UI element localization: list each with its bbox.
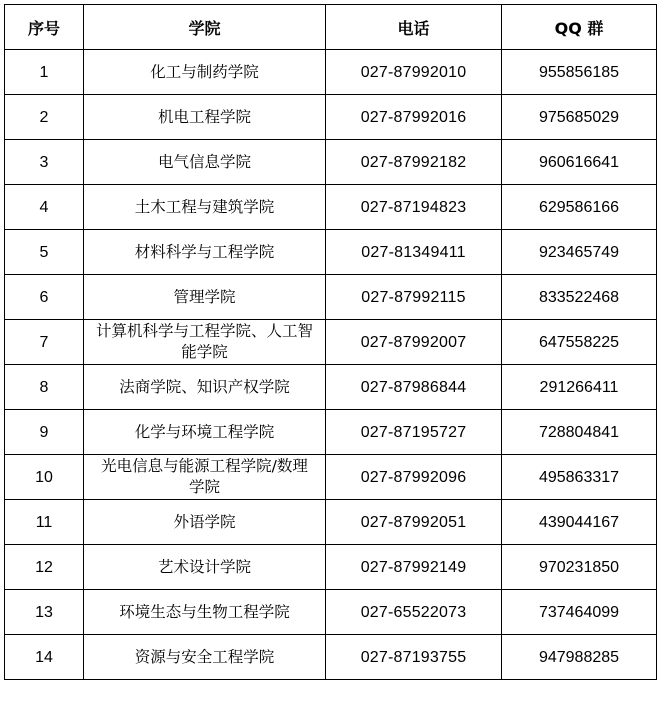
- table-row: [5, 635, 657, 680]
- row-index: 8: [5, 365, 84, 410]
- row-index: 10: [5, 455, 84, 500]
- row-college: 土木工程与建筑学院: [84, 185, 326, 230]
- row-index: 3: [5, 140, 84, 185]
- table-row: [5, 410, 657, 455]
- row-phone: 027-87992182: [326, 140, 502, 185]
- row-college: 法商学院、知识产权学院: [84, 365, 326, 410]
- row-college: 材料科学与工程学院: [84, 230, 326, 275]
- row-index: 5: [5, 230, 84, 275]
- table-header-row: [5, 5, 657, 50]
- row-index: 9: [5, 410, 84, 455]
- row-index: 1: [5, 50, 84, 95]
- row-phone: 027-87992007: [326, 320, 502, 365]
- table-row: [5, 545, 657, 590]
- row-index: 12: [5, 545, 84, 590]
- row-college: 机电工程学院: [84, 95, 326, 140]
- table-row: [5, 140, 657, 185]
- row-index: 7: [5, 320, 84, 365]
- header-college: 学院: [84, 5, 326, 50]
- row-phone: 027-81349411: [326, 230, 502, 275]
- row-qq-group: 728804841: [502, 410, 657, 455]
- table-row: [5, 455, 657, 500]
- row-qq-group: 923465749: [502, 230, 657, 275]
- row-qq-group: 439044167: [502, 500, 657, 545]
- header-qq: QQ 群: [502, 5, 657, 50]
- row-phone: 027-87194823: [326, 185, 502, 230]
- row-qq-group: 737464099: [502, 590, 657, 635]
- table-row: [5, 590, 657, 635]
- row-qq-group: 495863317: [502, 455, 657, 500]
- row-qq-group: 955856185: [502, 50, 657, 95]
- row-phone: 027-65522073: [326, 590, 502, 635]
- table-row: [5, 365, 657, 410]
- row-qq-group: 833522468: [502, 275, 657, 320]
- header-index: 序号: [5, 5, 84, 50]
- table-row: [5, 275, 657, 320]
- table-row: [5, 500, 657, 545]
- table-row: [5, 95, 657, 140]
- row-phone: 027-87195727: [326, 410, 502, 455]
- row-index: 4: [5, 185, 84, 230]
- row-phone: 027-87986844: [326, 365, 502, 410]
- row-index: 6: [5, 275, 84, 320]
- row-college: 光电信息与能源工程学院/数理学院: [84, 455, 326, 500]
- row-index: 14: [5, 635, 84, 680]
- table-row: [5, 320, 657, 365]
- row-qq-group: 970231850: [502, 545, 657, 590]
- row-qq-group: 291266411: [502, 365, 657, 410]
- row-phone: 027-87992096: [326, 455, 502, 500]
- row-index: 13: [5, 590, 84, 635]
- contact-table-container: [4, 4, 657, 680]
- row-college: 外语学院: [84, 500, 326, 545]
- row-index: 2: [5, 95, 84, 140]
- row-phone: 027-87992010: [326, 50, 502, 95]
- row-college: 化工与制药学院: [84, 50, 326, 95]
- row-phone: 027-87992149: [326, 545, 502, 590]
- table-row: [5, 230, 657, 275]
- row-college: 资源与安全工程学院: [84, 635, 326, 680]
- row-qq-group: 947988285: [502, 635, 657, 680]
- row-college: 环境生态与生物工程学院: [84, 590, 326, 635]
- row-phone: 027-87992051: [326, 500, 502, 545]
- college-contact-table: [4, 4, 657, 680]
- row-college: 艺术设计学院: [84, 545, 326, 590]
- header-phone: 电话: [326, 5, 502, 50]
- table-row: [5, 50, 657, 95]
- row-college: 化学与环境工程学院: [84, 410, 326, 455]
- table-row: [5, 185, 657, 230]
- row-college: 计算机科学与工程学院、人工智能学院: [84, 320, 326, 365]
- row-phone: 027-87992016: [326, 95, 502, 140]
- row-phone: 027-87193755: [326, 635, 502, 680]
- row-college: 管理学院: [84, 275, 326, 320]
- row-qq-group: 647558225: [502, 320, 657, 365]
- row-index: 11: [5, 500, 84, 545]
- row-qq-group: 629586166: [502, 185, 657, 230]
- row-qq-group: 975685029: [502, 95, 657, 140]
- row-phone: 027-87992115: [326, 275, 502, 320]
- row-college: 电气信息学院: [84, 140, 326, 185]
- row-qq-group: 960616641: [502, 140, 657, 185]
